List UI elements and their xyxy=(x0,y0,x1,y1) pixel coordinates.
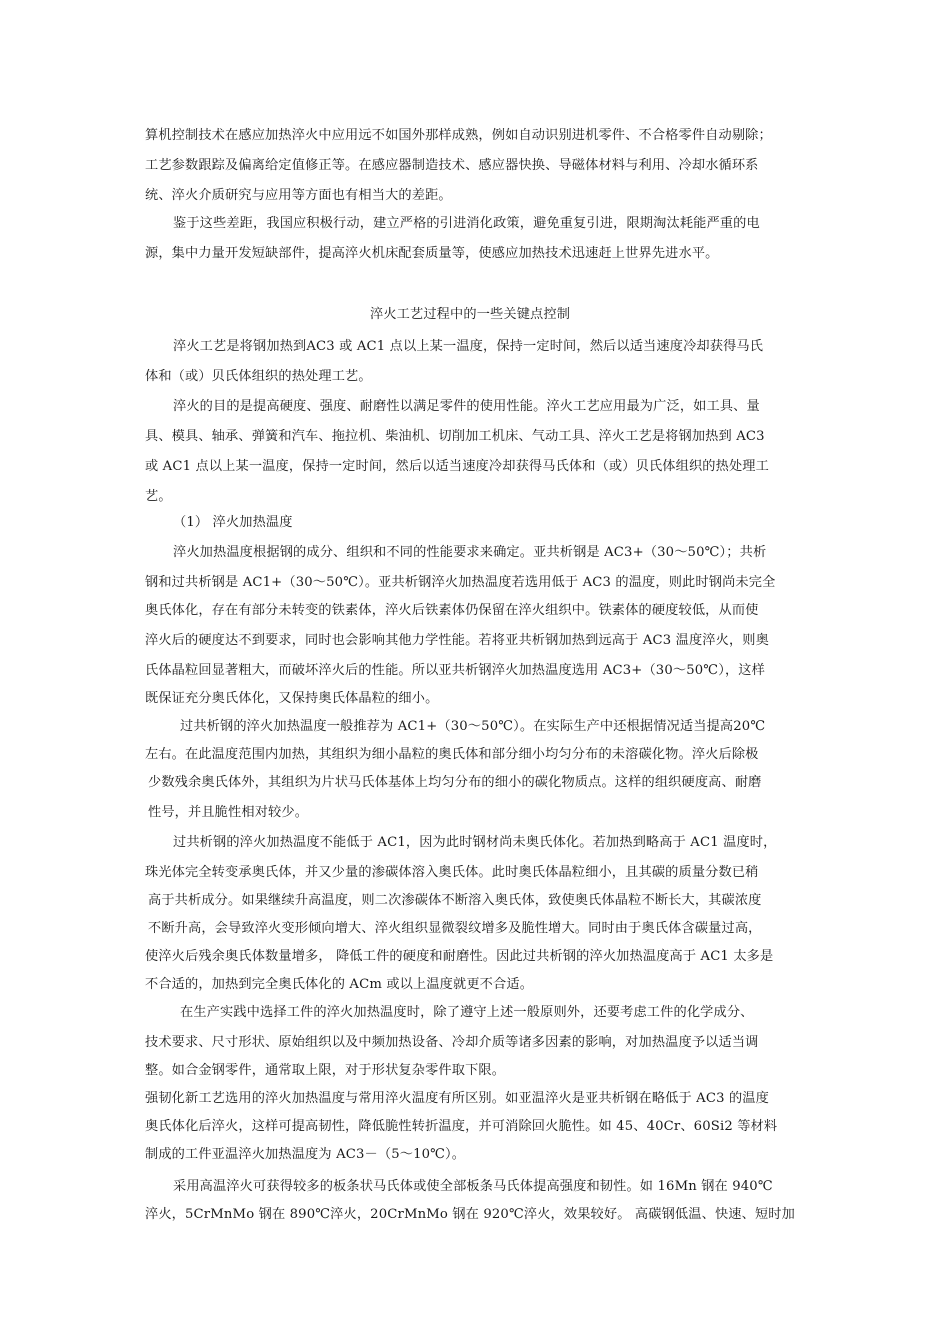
text-line: 过共析钢的淬火加热温度一般推荐为 AC1+（30～50℃）。在实际生产中还根据情况适当提高20℃ xyxy=(180,719,766,734)
text-line: 艺。 xyxy=(145,489,172,504)
section-title: 淬火工艺过程中的一些关键点控制 xyxy=(370,307,571,322)
text-line: 体和（或）贝氏体组织的热处理工艺。 xyxy=(145,369,372,384)
text-line: 高于共析成分。如果继续升高温度，则二次渗碳体不断溶入奥氏体，致使奥氏体晶粒不断长大，其碳浓度 xyxy=(148,893,762,908)
text-line: 算机控制技术在感应加热淬火中应用远不如国外那样成熟，例如自动识别进机零件、不合格零件自动剔除； xyxy=(145,128,772,143)
text-line: 淬火的目的是提高硬度、强度、耐磨性以满足零件的使用性能。淬火工艺应用最为广泛，如工具、量 xyxy=(173,399,760,414)
text-line: 既保证充分奥氏体化，又保持奥氏体晶粒的细小。 xyxy=(145,691,439,706)
text-line: 奥氏体化后淬火，这样可提高韧性，降低脆性转折温度，并可消除回火脆性。如 45、40Cr、60Si2 等材料 xyxy=(145,1119,778,1134)
text-line: 奥氏体化，存在有部分未转变的铁素体，淬火后铁素体仍保留在淬火组织中。铁素体的硬度较低，从而使 xyxy=(145,603,759,618)
text-line: 珠光体完全转变承奥氏体，并又少量的渗碳体溶入奥氏体。此时奥氏体晶粒细小，且其碳的质量分数已稍 xyxy=(145,865,759,880)
text-line: 技术要求、尺寸形状、原始组织以及中频加热设备、冷却介质等诸多因素的影响，对加热温度予以适当调 xyxy=(145,1035,759,1050)
text-line: 淬火后的硬度达不到要求，同时也会影响其他力学性能。若将亚共析钢加热到远高于 AC3 温度淬火，则奥 xyxy=(145,633,769,648)
text-line: 鉴于这些差距，我国应积极行动，建立严格的引进消化政策，避免重复引进，限期淘汰耗能严重的电 xyxy=(173,216,760,231)
text-line: 强韧化新工艺选用的淬火加热温度与常用淬火温度有所区别。如亚温淬火是亚共析钢在略低于 AC3 的温度 xyxy=(145,1091,769,1106)
text-line: 具、模具、轴承、弹簧和汽车、拖拉机、柴油机、切削加工机床、气动工具、淬火工艺是将钢加热到 AC3 xyxy=(145,429,765,444)
text-line: 淬火加热温度根据钢的成分、组织和不同的性能要求来确定。亚共析钢是 AC3+（30～50℃）；共析 xyxy=(173,545,767,560)
text-line: 工艺参数跟踪及偏离给定值修正等。在感应器制造技术、感应器快换、导磁体材料与利用、冷却水循环系 xyxy=(145,158,759,173)
text-line: 或 AC1 点以上某一温度，保持一定时间，然后以适当速度冷却获得马氏体和（或）贝氏体组织的热处理工 xyxy=(145,459,769,474)
text-line: 源，集中力量开发短缺部件，提高淬火机床配套质量等，使感应加热技术迅速赶上世界先进水平。 xyxy=(145,246,719,261)
text-line: 不合适的，加热到完全奥氏体化的 ACm 或以上温度就更不合适。 xyxy=(145,977,534,992)
text-line: 使淬火后残余奥氏体数量增多， 降低工件的硬度和耐磨性。因此过共析钢的淬火加热温度高于 AC1 太多是 xyxy=(145,949,774,964)
text-line: 氏体晶粒回显著粗大，而破坏淬火后的性能。所以亚共析钢淬火加热温度选用 AC3+（30～50℃），这样 xyxy=(145,663,765,678)
text-line: 少数残余奥氏体外，其组织为片状马氏体基体上均匀分布的细小的碳化物质点。这样的组织硬度高、耐磨 xyxy=(148,775,762,790)
text-line: 不断升高，会导致淬火变形倾向增大、淬火组织显微裂纹增多及脆性增大。同时由于奥氏体含碳量过高， xyxy=(148,921,762,936)
text-line: 制成的工件亚温淬火加热温度为 AC3－（5～10℃）。 xyxy=(145,1147,466,1162)
text-line: 淬火工艺是将钢加热到AC3 或 AC1 点以上某一温度，保持一定时间，然后以适当速度冷却获得马氏 xyxy=(173,339,764,354)
text-line: 左右。在此温度范围内加热，其组织为细小晶粒的奥氏体和部分细小均匀分布的未溶碳化物。淬火后除极 xyxy=(145,747,759,762)
text-line: 过共析钢的淬火加热温度不能低于 AC1，因为此时钢材尚未奥氏体化。若加热到略高于 AC1 温度时， xyxy=(173,835,777,850)
text-line: 整。如合金钢零件，通常取上限，对于形状复杂零件取下限。 xyxy=(145,1063,506,1078)
text-line: 采用高温淬火可获得较多的板条状马氏体或使全部板条马氏体提高强度和韧性。如 16Mn 钢在 940℃ xyxy=(173,1179,773,1194)
text-line: 统、淬火介质研究与应用等方面也有相当大的差距。 xyxy=(145,188,452,203)
text-line: 淬火，5CrMnMo 钢在 890℃淬火，20CrMnMo 钢在 920℃淬火，效果较好。 高碳钢低温、快速、短时加 xyxy=(145,1207,795,1222)
text-line: 钢和过共析钢是 AC1+（30～50℃）。亚共析钢淬火加热温度若选用低于 AC3 的温度，则此时钢尚未完全 xyxy=(145,575,776,590)
subheading: （1） 淬火加热温度 xyxy=(173,515,293,530)
text-line: 性号，并且脆性相对较少。 xyxy=(148,805,309,820)
text-line: 在生产实践中选择工件的淬火加热温度时，除了遵守上述一般原则外，还要考虑工件的化学成分、 xyxy=(180,1005,754,1020)
